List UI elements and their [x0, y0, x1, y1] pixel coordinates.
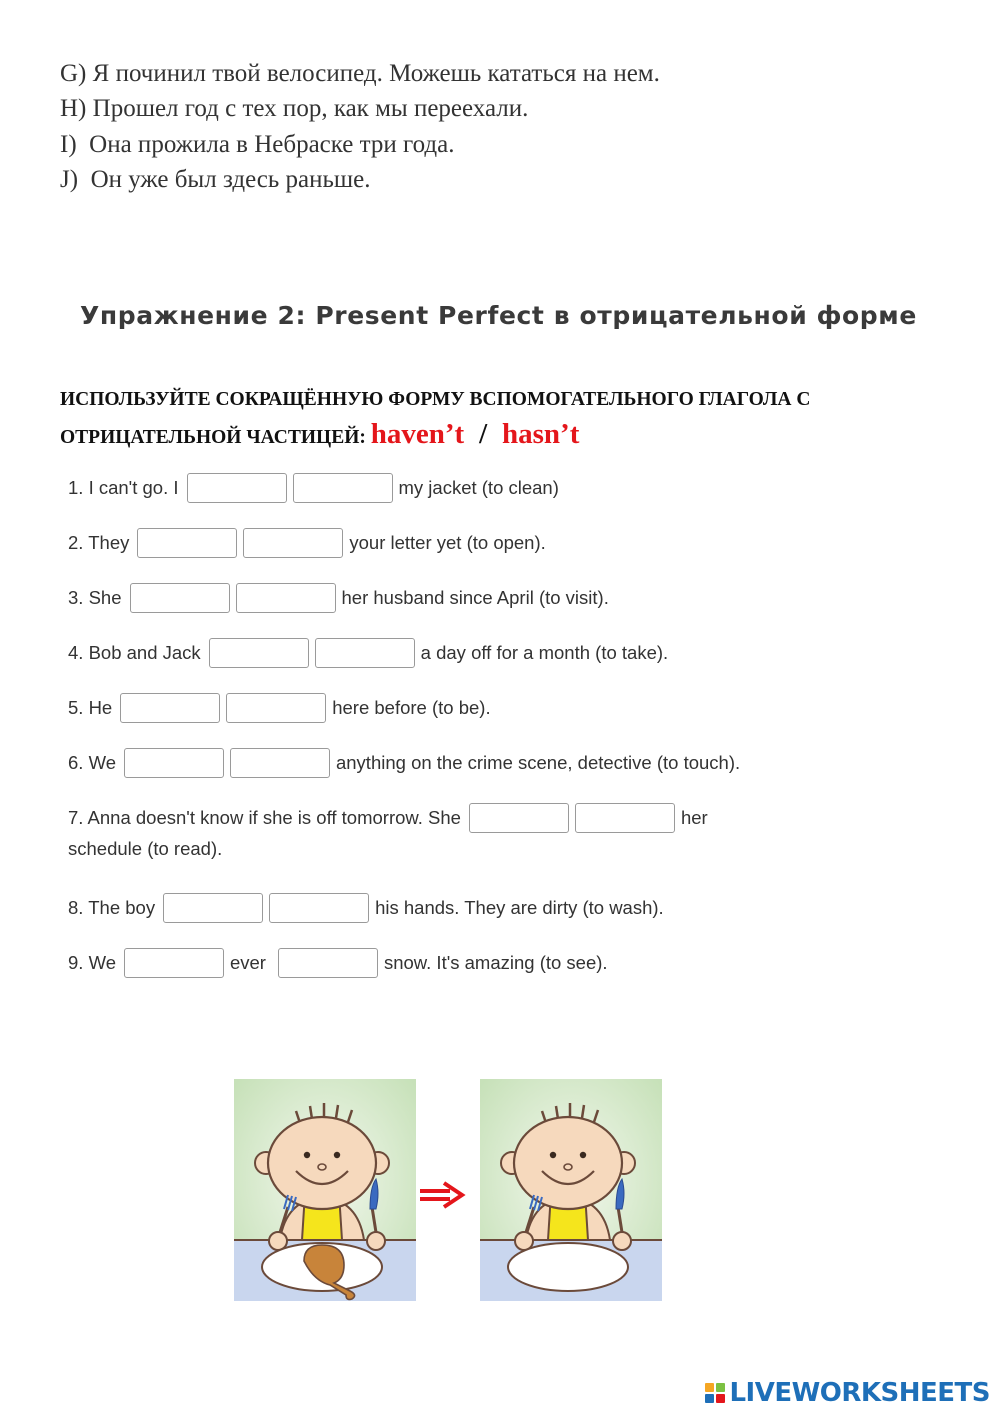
answer-input-6a[interactable]	[124, 748, 224, 778]
sentence-4	[68, 636, 668, 670]
translation-letter: H)	[60, 95, 87, 122]
answer-input-9a[interactable]	[124, 948, 224, 978]
exercise-heading: Упражнение 2: Present Perfect в отрицательной форме	[80, 301, 917, 330]
answer-input-5b[interactable]	[226, 693, 326, 723]
sentence-suffix: here before (to be).	[332, 697, 491, 718]
sentence-prefix: 2. They	[68, 532, 130, 553]
form-hasnt: hasn’t	[502, 418, 580, 450]
sentence-2	[68, 526, 546, 560]
answer-input-8a[interactable]	[163, 893, 263, 923]
answer-input-8b[interactable]	[269, 893, 369, 923]
sentence-6	[68, 746, 740, 780]
sentence-5	[68, 691, 491, 725]
sentence-3	[68, 581, 609, 615]
translation-text: Он уже был здесь раньше.	[84, 166, 371, 193]
sentence-7	[68, 801, 708, 835]
translation-text: Она прожила в Небраске три года.	[82, 131, 455, 158]
sentence-prefix: 8. The boy	[68, 897, 156, 918]
translation-letter: J)	[60, 166, 79, 193]
sentence-suffix: snow. It's amazing (to see).	[383, 952, 608, 973]
brand-name: LIVEWORKSHEETS	[729, 1378, 990, 1408]
instruction-text: ИСПОЛЬЗУЙТЕ СОКРАЩЁННУЮ ФОРМУ ВСПОМОГАТЕЛЬНОГО ГЛАГОЛА С ОТРИЦАТЕЛЬНОЙ ЧАСТИЦЕЙ:	[60, 389, 811, 448]
sentence-suffix: your letter yet (to open).	[349, 532, 546, 553]
translation-j	[60, 166, 371, 194]
sentence-8	[68, 891, 664, 925]
sentence-suffix: her	[680, 807, 708, 828]
sentence-prefix: 9. We	[68, 952, 116, 973]
answer-input-4b[interactable]	[315, 638, 415, 668]
sentence-suffix: a day off for a month (to take).	[420, 642, 669, 663]
translation-text: Прошел год с тех пор, как мы переехали.	[92, 95, 529, 122]
answer-input-1a[interactable]	[187, 473, 287, 503]
liveworksheets-logo	[705, 1378, 990, 1408]
sentence-9	[68, 946, 608, 980]
boy-with-food-picture	[234, 1079, 416, 1301]
form-separator: /	[479, 418, 488, 450]
sentence-suffix: my jacket (to clean)	[398, 477, 559, 498]
sentence-suffix: his hands. They are dirty (to wash).	[375, 897, 664, 918]
answer-input-7a[interactable]	[469, 803, 569, 833]
sentence-middle: ever	[229, 952, 266, 973]
instruction	[60, 383, 960, 455]
sentence-suffix: anything on the crime scene, detective (to touch).	[335, 752, 741, 773]
answer-input-3b[interactable]	[236, 583, 336, 613]
form-havent: haven’t	[370, 418, 465, 450]
answer-input-5a[interactable]	[120, 693, 220, 723]
sentence-prefix: 7. Anna doesn't know if she is off tomorrow. She	[68, 807, 461, 828]
answer-input-6b[interactable]	[230, 748, 330, 778]
arrow-right-icon	[420, 1183, 462, 1207]
translation-letter: G)	[60, 60, 87, 87]
answer-input-9b[interactable]	[278, 948, 378, 978]
answer-input-2b[interactable]	[243, 528, 343, 558]
sentence-prefix: 4. Bob and Jack	[68, 642, 201, 663]
answer-input-2a[interactable]	[137, 528, 237, 558]
sentence-7-continuation: schedule (to read).	[68, 838, 223, 859]
sentence-suffix: her husband since April (to visit).	[341, 587, 609, 608]
sentence-prefix: 3. She	[68, 587, 122, 608]
boy-empty-plate-picture	[480, 1079, 662, 1301]
logo-squares-icon	[705, 1383, 725, 1403]
answer-input-1b[interactable]	[293, 473, 393, 503]
sentence-prefix: 5. He	[68, 697, 113, 718]
translation-text: Я починил твой велосипед. Можешь кататься на нем.	[92, 60, 660, 87]
translation-g	[60, 60, 660, 88]
translation-i	[60, 131, 455, 159]
illustration-eating-before-after	[230, 1075, 670, 1305]
sentence-prefix: 6. We	[68, 752, 116, 773]
answer-input-3a[interactable]	[130, 583, 230, 613]
translation-h	[60, 95, 528, 123]
translation-letter: I)	[60, 131, 77, 158]
sentence-prefix: 1. I can't go. I	[68, 477, 179, 498]
answer-input-4a[interactable]	[209, 638, 309, 668]
sentence-1	[68, 471, 559, 505]
answer-input-7b[interactable]	[575, 803, 675, 833]
